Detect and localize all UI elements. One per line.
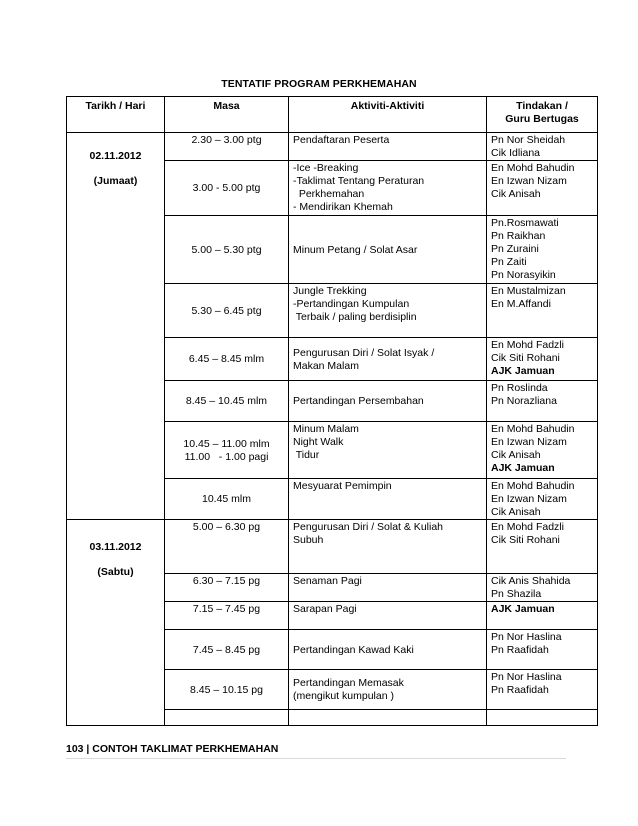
cell-tindakan bbox=[487, 381, 598, 422]
cell-tindakan bbox=[487, 422, 598, 479]
cell-aktiviti: Pendaftaran Peserta bbox=[289, 133, 487, 161]
tindakan-ajk: AJK Jamuan bbox=[491, 462, 555, 474]
cell-aktiviti: Mesyuarat Pemimpin bbox=[289, 479, 487, 520]
cell-tindakan bbox=[487, 216, 598, 284]
day-cell bbox=[67, 520, 165, 726]
cell-masa: 5.30 – 6.45 ptg bbox=[165, 284, 289, 338]
cell-masa: 5.00 – 6.30 pg bbox=[165, 520, 289, 574]
header-aktiviti: Aktiviti-Aktiviti bbox=[289, 97, 487, 133]
tindakan-ajk: AJK Jamuan bbox=[491, 603, 555, 615]
cell-masa: 6.30 – 7.15 pg bbox=[165, 574, 289, 602]
empty-cell bbox=[487, 710, 598, 726]
tindakan-names: Pn Nor Haslina Pn Raafidah bbox=[491, 671, 562, 696]
day-name: (Sabtu) bbox=[97, 566, 134, 578]
tindakan-names: En Mohd Bahudin En Izwan Nizam Cik Anisah bbox=[491, 480, 575, 518]
cell-masa: 10.45 mlm bbox=[165, 479, 289, 520]
cell-masa: 6.45 – 8.45 mlm bbox=[165, 338, 289, 381]
cell-aktiviti: Sarapan Pagi bbox=[289, 602, 487, 630]
footer-divider bbox=[66, 758, 566, 759]
header-tindakan-line2: Guru Bertugas bbox=[505, 113, 579, 125]
cell-aktiviti: Minum Petang / Solat Asar bbox=[289, 216, 487, 284]
tindakan-names: Pn Nor Sheidah Cik Idliana bbox=[491, 134, 566, 159]
cell-tindakan bbox=[487, 574, 598, 602]
tindakan-names: Cik Anis Shahida Pn Shazila bbox=[491, 575, 571, 600]
cell-aktiviti: Pengurusan Diri / Solat Isyak / Makan Malam bbox=[289, 338, 487, 381]
cell-masa: 8.45 – 10.45 mlm bbox=[165, 381, 289, 422]
cell-masa: 3.00 - 5.00 ptg bbox=[165, 161, 289, 216]
cell-aktiviti: Pengurusan Diri / Solat & Kuliah Subuh bbox=[289, 520, 487, 574]
tindakan-names: En Mohd Fadzli Cik Siti Rohani bbox=[491, 521, 564, 546]
day-date: 02.11.2012 bbox=[89, 150, 142, 162]
empty-cell bbox=[165, 710, 289, 726]
schedule-table bbox=[66, 96, 598, 726]
header-masa: Masa bbox=[165, 97, 289, 133]
cell-masa: 10.45 – 11.00 mlm 11.00 - 1.00 pagi bbox=[165, 422, 289, 479]
header-tarikh: Tarikh / Hari bbox=[67, 97, 165, 133]
header-tindakan bbox=[487, 97, 598, 133]
tindakan-names: En Mohd Bahudin En Izwan Nizam Cik Anisah bbox=[491, 162, 575, 200]
empty-cell bbox=[289, 710, 487, 726]
tindakan-names: Pn.Rosmawati Pn Raikhan Pn Zuraini Pn Zaiti Pn Norasyikin bbox=[491, 217, 559, 281]
cell-tindakan bbox=[487, 338, 598, 381]
day-cell bbox=[67, 133, 165, 520]
cell-aktiviti: Pertandingan Persembahan bbox=[289, 381, 487, 422]
tindakan-ajk: AJK Jamuan bbox=[491, 365, 555, 377]
page-footer: 103 | CONTOH TAKLIMAT PERKHEMAHAN bbox=[66, 743, 279, 755]
cell-masa: 7.15 – 7.45 pg bbox=[165, 602, 289, 630]
tindakan-names: En Mohd Bahudin En Izwan Nizam Cik Anisah bbox=[491, 423, 575, 461]
cell-aktiviti: -Ice -Breaking -Taklimat Tentang Peraturan Perkhemahan - Mendirikan Khemah bbox=[289, 161, 487, 216]
cell-tindakan bbox=[487, 133, 598, 161]
day-date: 03.11.2012 bbox=[89, 541, 142, 553]
header-tindakan-line1: Tindakan / bbox=[516, 100, 568, 112]
cell-tindakan bbox=[487, 670, 598, 710]
cell-tindakan bbox=[487, 630, 598, 670]
cell-aktiviti: Pertandingan Kawad Kaki bbox=[289, 630, 487, 670]
cell-masa: 5.00 – 5.30 ptg bbox=[165, 216, 289, 284]
tindakan-names: En Mohd Fadzli Cik Siti Rohani bbox=[491, 339, 564, 364]
tindakan-names: Pn Nor Haslina Pn Raafidah bbox=[491, 631, 562, 656]
cell-tindakan bbox=[487, 479, 598, 520]
cell-aktiviti: Pertandingan Memasak (mengikut kumpulan ) bbox=[289, 670, 487, 710]
tindakan-names: Pn Roslinda Pn Norazliana bbox=[491, 382, 557, 407]
cell-tindakan bbox=[487, 520, 598, 574]
cell-aktiviti: Senaman Pagi bbox=[289, 574, 487, 602]
cell-masa: 8.45 – 10.15 pg bbox=[165, 670, 289, 710]
cell-tindakan bbox=[487, 284, 598, 338]
table-header-row bbox=[67, 97, 598, 133]
tindakan-names: En Mustalmizan En M.Affandi bbox=[491, 285, 566, 310]
cell-aktiviti: Jungle Trekking -Pertandingan Kumpulan Terbaik / paling berdisiplin bbox=[289, 284, 487, 338]
cell-tindakan bbox=[487, 602, 598, 630]
cell-masa: 7.45 – 8.45 pg bbox=[165, 630, 289, 670]
page-title: TENTATIF PROGRAM PERKHEMAHAN bbox=[221, 78, 417, 90]
cell-masa: 2.30 – 3.00 ptg bbox=[165, 133, 289, 161]
table-row bbox=[67, 520, 598, 574]
day-name: (Jumaat) bbox=[93, 175, 138, 187]
cell-aktiviti: Minum Malam Night Walk Tidur bbox=[289, 422, 487, 479]
cell-tindakan bbox=[487, 161, 598, 216]
table-row bbox=[67, 133, 598, 161]
